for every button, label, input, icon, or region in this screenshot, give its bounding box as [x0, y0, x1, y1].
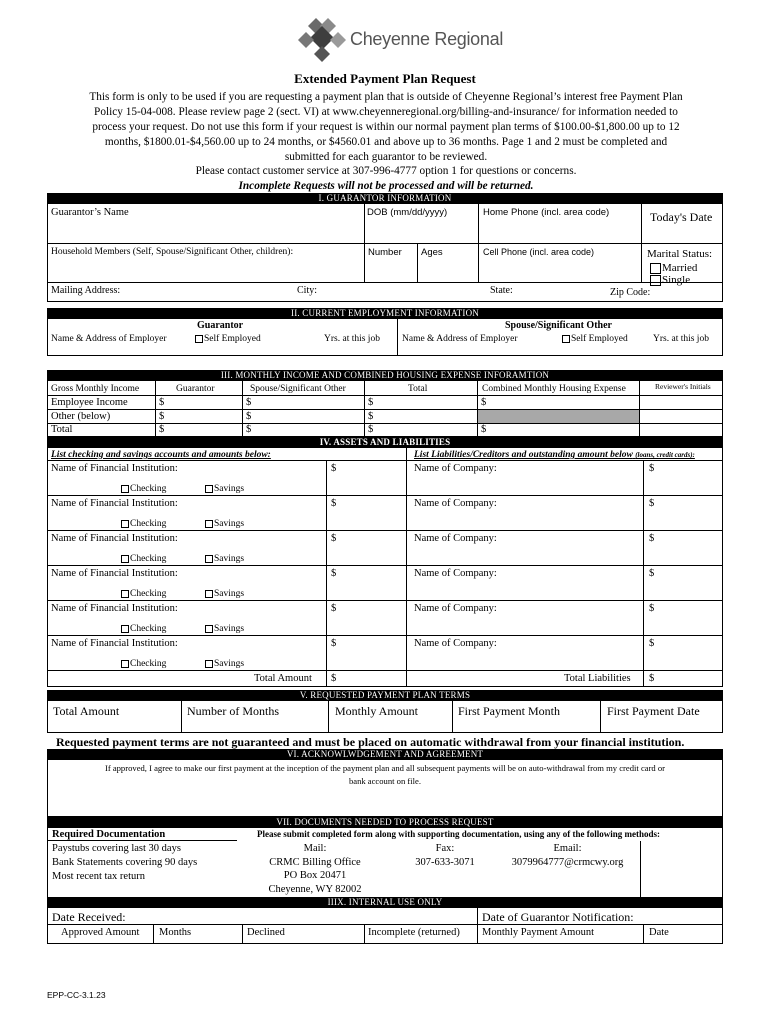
reviewer-initials-header: Reviewer's Initials: [655, 382, 711, 391]
mail-label: Mail:: [303, 843, 327, 854]
checking-checkbox[interactable]: [121, 625, 129, 633]
savings-label: Savings: [214, 519, 245, 529]
section-2-header: II. CURRENT EMPLOYMENT INFORMATION: [47, 308, 723, 319]
total-liabilities-label: Total Liabilities: [564, 673, 631, 684]
savings-label: Savings: [214, 484, 245, 494]
number-of-months-col: Number of Months: [187, 704, 279, 718]
intro-line-2: Policy 15-04-008. Please review page 2 (sect. VI) at www.cheyenneregional.org/billing-and-insurance/ for information needed to: [94, 106, 678, 118]
checking-label: Checking: [130, 589, 167, 599]
dollar-sign: $: [649, 498, 655, 509]
total-col-header: Total: [408, 384, 428, 394]
company-label: Name of Company:: [414, 568, 497, 579]
housing-expense-shaded-cell: [478, 410, 639, 423]
dollar-sign: $: [331, 603, 337, 614]
checking-option[interactable]: [121, 519, 166, 529]
spouse-employer-label: Name & Address of Employer: [402, 334, 518, 344]
dollar-sign: $: [331, 568, 337, 579]
dollar-sign: $: [331, 638, 337, 649]
fax-number: 307-633-3071: [415, 857, 475, 868]
single-label: Single: [662, 274, 691, 286]
mailing-address-label: Mailing Address:: [51, 285, 121, 296]
checking-checkbox[interactable]: [121, 485, 129, 493]
auto-withdrawal-notice: Requested payment terms are not guaranteed and must be placed on automatic withdrawal from your financial institution.: [56, 735, 685, 749]
savings-checkbox[interactable]: [205, 625, 213, 633]
total-amount-col: Total Amount: [53, 704, 120, 718]
city-label: City:: [297, 285, 318, 296]
logo-text: Cheyenne Regional: [350, 29, 504, 49]
self-employed-option[interactable]: [195, 334, 261, 344]
dollar-sign: $: [246, 424, 252, 435]
doc-paystubs: Paystubs covering last 30 days: [52, 843, 181, 854]
months-col: Months: [159, 927, 192, 938]
intro-line-1: This form is only to be used if you are requesting a payment plan that is outside of Cheyenne Regional’s interest free Payment Plan: [89, 91, 683, 103]
dollar-sign: $: [159, 397, 165, 408]
dollar-sign: $: [331, 498, 337, 509]
cell-phone-label: Cell Phone (incl. area code): [483, 247, 595, 257]
spouse-self-employed-option[interactable]: [562, 334, 628, 344]
dollar-sign: $: [368, 397, 374, 408]
spouse-col-header: Spouse/Significant Other: [250, 384, 346, 394]
savings-label: Savings: [214, 659, 245, 669]
dollar-sign: $: [331, 533, 337, 544]
section-8-header: IIIX. INTERNAL USE ONLY: [47, 897, 723, 908]
dollar-sign: $: [649, 533, 655, 544]
intro-line-3: process your request. Do not use this form if your request is within our normal payment plan terms of $100.00-$1,800.00 up to 12: [92, 121, 680, 133]
dollar-sign: $: [649, 568, 655, 579]
monthly-amount-col: Monthly Amount: [335, 704, 419, 718]
savings-option[interactable]: [205, 589, 244, 599]
spouse-employment-header: Spouse/Significant Other: [505, 320, 612, 331]
zip-code-label: Zip Code:: [610, 287, 651, 298]
dollar-sign: $: [246, 397, 252, 408]
doc-tax-return: Most recent tax return: [52, 871, 146, 882]
section-7-header: VII. DOCUMENTS NEEDED TO PROCESS REQUEST: [47, 817, 723, 828]
employee-income-label: Employee Income: [51, 397, 128, 408]
incomplete-col: Incomplete (returned): [368, 927, 460, 938]
institution-label: Name of Financial Institution:: [51, 463, 178, 474]
mail-line-3: Cheyenne, WY 82002: [268, 884, 362, 895]
savings-checkbox[interactable]: [205, 590, 213, 598]
dollar-sign: $: [649, 638, 655, 649]
intro-line-6: Please contact customer service at 307-996-4777 option 1 for questions or concerns.: [195, 165, 577, 177]
incomplete-warning: Incomplete Requests will not be processed and will be returned.: [238, 180, 534, 192]
intro-line-4: months, $1800.01-$4,560.00 up to 24 months, or $4560.01 and above up to 36 months. Page 1 and 2 must be completed and: [104, 136, 668, 148]
company-label: Name of Company:: [414, 533, 497, 544]
fax-label: Fax:: [435, 843, 455, 854]
liabilities-list-header-note: (loans, credit cards):: [635, 451, 695, 459]
yrs-at-job-label: Yrs. at this job: [324, 334, 380, 344]
savings-label: Savings: [214, 624, 245, 634]
required-docs-header: Required Documentation: [52, 829, 166, 840]
ages-label: Ages: [421, 247, 443, 258]
institution-label: Name of Financial Institution:: [51, 498, 178, 509]
marital-status-label: Marital Status:: [647, 248, 713, 260]
institution-label: Name of Financial Institution:: [51, 533, 178, 544]
mail-line-1: CRMC Billing Office: [269, 857, 361, 868]
institution-label: Name of Financial Institution:: [51, 638, 178, 649]
single-option[interactable]: [650, 274, 690, 286]
form-code: EPP-CC-3.1.23: [47, 990, 106, 1000]
married-label: Married: [662, 262, 698, 274]
declined-col: Declined: [247, 927, 285, 938]
company-label: Name of Company:: [414, 603, 497, 614]
cheyenne-regional-logo-mark: [298, 14, 348, 64]
dollar-sign: $: [159, 411, 165, 422]
savings-checkbox[interactable]: [205, 485, 213, 493]
gross-income-col-header: Gross Monthly Income: [51, 384, 140, 394]
savings-option[interactable]: [205, 554, 244, 564]
savings-option[interactable]: [205, 484, 244, 494]
other-income-label: Other (below): [51, 411, 111, 422]
checking-option[interactable]: [121, 484, 166, 494]
checking-label: Checking: [130, 659, 167, 669]
company-label: Name of Company:: [414, 463, 497, 474]
intro-line-5: submitted for each guarantor to be reviewed.: [284, 151, 488, 163]
first-payment-month-col: First Payment Month: [458, 704, 561, 718]
checking-checkbox[interactable]: [121, 590, 129, 598]
institution-label: Name of Financial Institution:: [51, 568, 178, 579]
first-payment-date-col: First Payment Date: [607, 704, 700, 718]
monthly-payment-col: Monthly Payment Amount: [482, 927, 595, 938]
section-1-header: I. GUARANTOR INFORMATION: [47, 193, 723, 204]
savings-option[interactable]: [205, 659, 244, 669]
liabilities-list-header: [414, 450, 695, 460]
checking-label: Checking: [130, 624, 167, 634]
spouse-yrs-at-job-label: Yrs. at this job: [653, 334, 709, 344]
liabilities-list-header-text: List Liabilities/Creditors and outstanding amount below: [414, 450, 633, 460]
checking-option[interactable]: [121, 659, 166, 669]
self-employed-label: Self Employed: [204, 334, 261, 344]
dob-label: DOB (mm/dd/yyyy): [367, 207, 448, 218]
dollar-sign: $: [331, 673, 337, 684]
spouse-self-employed-checkbox[interactable]: [562, 335, 570, 343]
employer-label: Name & Address of Employer: [51, 334, 167, 344]
home-phone-label: Home Phone (incl. area code): [483, 207, 610, 218]
mail-line-2: PO Box 20471: [283, 870, 347, 881]
dollar-sign: $: [481, 424, 487, 435]
guarantor-name-label: Guarantor’s Name: [51, 207, 129, 218]
married-option[interactable]: [650, 262, 697, 274]
approved-amount-col: Approved Amount: [61, 927, 140, 938]
savings-option[interactable]: [205, 519, 244, 529]
total-income-label: Total: [51, 424, 73, 435]
date-received-label: Date Received:: [52, 910, 126, 924]
checking-option[interactable]: [121, 624, 166, 634]
checking-option[interactable]: [121, 589, 166, 599]
spouse-self-employed-label: Self Employed: [571, 334, 628, 344]
total-amount-label: Total Amount: [254, 673, 312, 684]
checking-label: Checking: [130, 484, 167, 494]
section-3-header: III. MONTHLY INCOME AND COMBINED HOUSING EXPENSE INFORAMTION: [47, 370, 723, 381]
state-label: State:: [490, 285, 513, 296]
savings-checkbox[interactable]: [205, 520, 213, 528]
company-label: Name of Company:: [414, 498, 497, 509]
checking-checkbox[interactable]: [121, 660, 129, 668]
savings-label: Savings: [214, 554, 245, 564]
date-col: Date: [649, 927, 669, 938]
agreement-line-2: bank account on file.: [348, 776, 422, 786]
dollar-sign: $: [481, 397, 487, 408]
checking-checkbox[interactable]: [121, 555, 129, 563]
agreement-line-1: If approved, I agree to make our first payment at the inception of the payment plan and all subsequent payments will be on auto-withdrawal from my credit card or: [104, 763, 666, 773]
email-label: Email:: [553, 843, 582, 854]
dollar-sign: $: [368, 411, 374, 422]
dollar-sign: $: [649, 673, 655, 684]
email-address[interactable]: 3079964777@crmcwy.org: [511, 857, 624, 868]
guarantor-col-header: Guarantor: [176, 384, 215, 394]
submit-methods-header: Please submit completed form along with supporting documentation, using any of the following methods:: [257, 829, 661, 839]
single-checkbox[interactable]: [650, 275, 661, 286]
savings-checkbox[interactable]: [205, 660, 213, 668]
dollar-sign: $: [368, 424, 374, 435]
section-6-header: VI. ACKNOWLWDGEMENT AND AGREEMENT: [47, 749, 723, 760]
checking-option[interactable]: [121, 554, 166, 564]
dollar-sign: $: [246, 411, 252, 422]
checking-checkbox[interactable]: [121, 520, 129, 528]
doc-bank-statements: Bank Statements covering 90 days: [52, 857, 198, 868]
number-label: Number: [368, 247, 402, 258]
dollar-sign: $: [649, 603, 655, 614]
dollar-sign: $: [331, 463, 337, 474]
guarantor-employment-header: Guarantor: [197, 320, 244, 331]
household-label: Household Members (Self, Spouse/Significant Other, children):: [51, 247, 294, 257]
section-5-header: V. REQUESTED PAYMENT PLAN TERMS: [47, 690, 723, 701]
checking-label: Checking: [130, 519, 167, 529]
savings-checkbox[interactable]: [205, 555, 213, 563]
institution-label: Name of Financial Institution:: [51, 603, 178, 614]
self-employed-checkbox[interactable]: [195, 335, 203, 343]
assets-list-header: List checking and savings accounts and amounts below:: [51, 450, 271, 460]
dollar-sign: $: [649, 463, 655, 474]
savings-option[interactable]: [205, 624, 244, 634]
dollar-sign: $: [159, 424, 165, 435]
savings-label: Savings: [214, 589, 245, 599]
company-label: Name of Company:: [414, 638, 497, 649]
married-checkbox[interactable]: [650, 263, 661, 274]
section-4-header: IV. ASSETS AND LIABILITIES: [47, 437, 723, 448]
checking-label: Checking: [130, 554, 167, 564]
form-title: Extended Payment Plan Request: [294, 71, 476, 86]
todays-date-label: Today's Date: [650, 210, 713, 224]
date-notification-label: Date of Guarantor Notification:: [482, 910, 634, 924]
housing-col-header: Combined Monthly Housing Expense: [482, 384, 626, 394]
